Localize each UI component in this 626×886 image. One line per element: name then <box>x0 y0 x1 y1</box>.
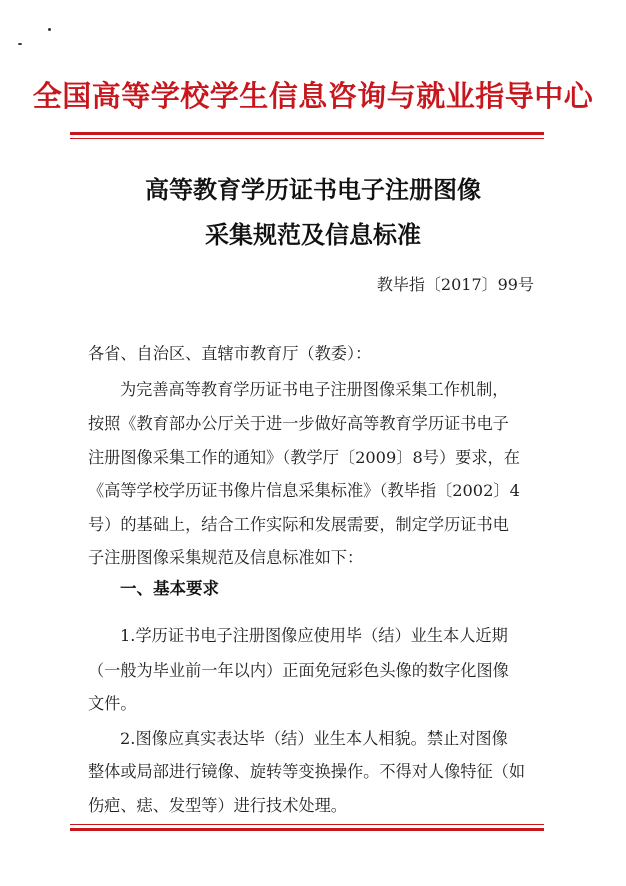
intro-line: 《高等学校学历证书像片信息采集标准》（教毕指〔2002〕4 <box>88 481 520 500</box>
item1-line: （一般为毕业前一年以内）正面免冠彩色头像的数字化图像 <box>88 661 509 680</box>
document-title-line2: 采集规范及信息标准 <box>205 220 421 249</box>
intro-line: 号）的基础上，结合工作实际和发展需要，制定学历证书电 <box>88 515 509 534</box>
intro-line: 子注册图像采集规范及信息标准如下： <box>88 548 364 567</box>
intro-line: 为完善高等教育学历证书电子注册图像采集工作机制， <box>120 380 509 399</box>
header-rule-thin <box>70 138 544 139</box>
organization-header: 全国高等学校学生信息咨询与就业指导中心 <box>32 79 594 113</box>
item2-line: 伤疤、痣、发型等）进行技术处理。 <box>88 796 347 815</box>
item2-line: 整体或局部进行镜像、旋转等变换操作。不得对人像特征（如 <box>88 762 526 781</box>
header-rule-thick <box>70 132 544 135</box>
document-title-line1: 高等教育学历证书电子注册图像 <box>145 175 481 204</box>
intro-line: 注册图像采集工作的通知》（教学厅〔2009〕8号）要求，在 <box>88 448 520 467</box>
salutation: 各省、自治区、直辖市教育厅（教委）： <box>88 344 372 363</box>
scan-speck <box>18 43 22 45</box>
scan-speck <box>48 28 51 31</box>
item1-line: 文件。 <box>88 694 137 713</box>
item1-line: 1.学历证书电子注册图像应使用毕（结）业生本人近期 <box>120 626 508 645</box>
intro-line: 按照《教育部办公厅关于进一步做好高等教育学历证书电子 <box>88 414 509 433</box>
document-number: 教毕指〔2017〕99号 <box>376 275 534 294</box>
footer-rule-thin <box>70 824 544 825</box>
section-heading: 一、基本要求 <box>120 579 219 598</box>
footer-rule-thick <box>70 828 544 831</box>
item2-line: 2.图像应真实表达毕（结）业生本人相貌。禁止对图像 <box>120 729 508 748</box>
